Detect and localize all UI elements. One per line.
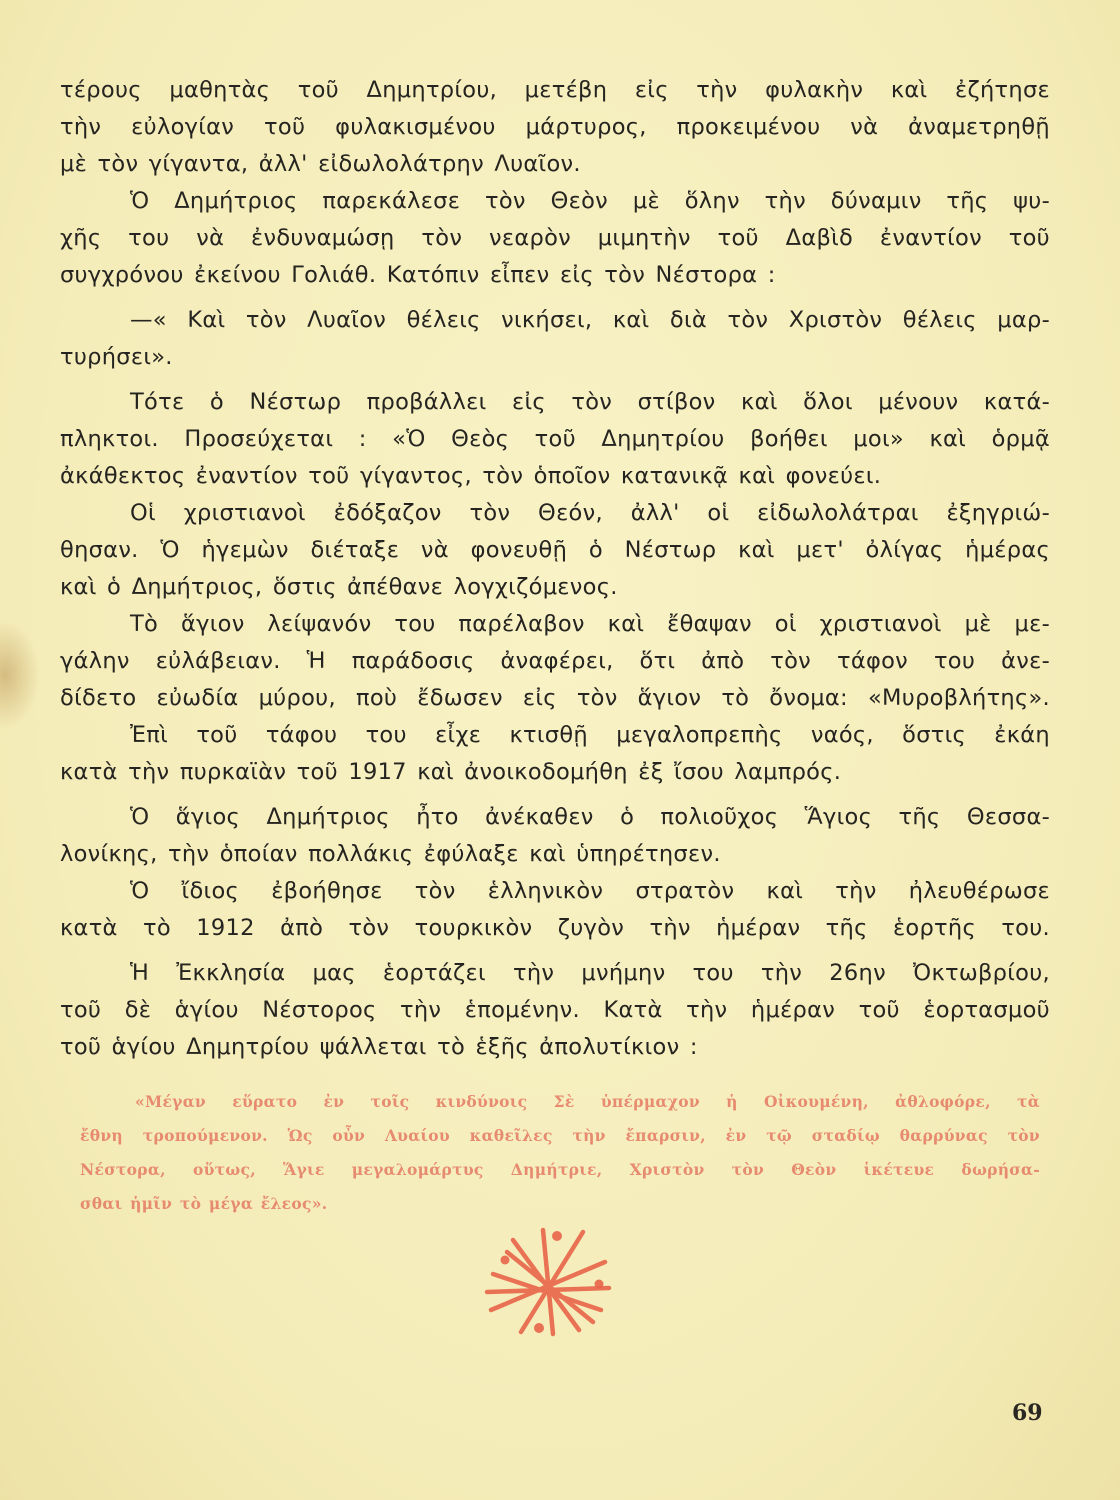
page-number: 69 — [1012, 1400, 1043, 1426]
apolytikion-hymn — [80, 1085, 1040, 1221]
text-line: δίδετο εὐωδία μύρου, ποὺ ἔδωσεν εἰς τὸν ἅγιον τὸ ὄνομα: «Μυροβλήτης». — [60, 685, 1050, 711]
text-line: Τότε ὁ Νέστωρ προβάλλει εἰς τὸν στίβον καὶ ὅλοι μένουν κατά- — [130, 389, 1050, 415]
text-line: κατὰ τὸ 1912 ἀπὸ τὸν τουρκικὸν ζυγὸν τὴν ἡμέραν τῆς ἑορτῆς του. — [60, 915, 1050, 941]
hymn-line: ἔθνη τροπούμενον. Ὡς οὖν Λυαίου καθεῖλες τὴν ἔπαρσιν, ἐν τῷ σταδίῳ θαρρύνας τὸν — [80, 1126, 1040, 1145]
text-line: συγχρόνου ἐκείνου Γολιάθ. Κατόπιν εἶπεν εἰς τὸν Νέστορα : — [60, 262, 776, 288]
text-line: μὲ τὸν γίγαντα, ἀλλ' εἰδωλολάτρην Λυαῖον. — [60, 151, 581, 177]
text-line: καὶ ὁ Δημήτριος, ὅστις ἀπέθανε λογχιζόμενος. — [60, 574, 618, 600]
text-line: τὴν εὐλογίαν τοῦ φυλακισμένου μάρτυρος, προκειμένου νὰ ἀναμετρηθῇ — [60, 114, 1050, 140]
text-line: λονίκης, τὴν ὁποίαν πολλάκις ἐφύλαξε καὶ ὑπηρέτησεν. — [60, 841, 721, 867]
text-line: τοῦ δὲ ἁγίου Νέστορος τὴν ἑπομένην. Κατὰ τὴν ἡμέραν τοῦ ἑορτασμοῦ — [60, 997, 1050, 1023]
text-line: πληκτοι. Προσεύχεται : «Ὁ Θεὸς τοῦ Δημητρίου βοήθει μοι» καὶ ὁρμᾷ — [60, 426, 1050, 452]
hymn-line: σθαι ἡμῖν τὸ μέγα ἔλεος». — [80, 1194, 328, 1213]
star-cross-ornament-icon — [483, 1222, 613, 1342]
text-line: Οἱ χριστιανοὶ ἐδόξαζον τὸν Θεόν, ἀλλ' οἱ εἰδωλολάτραι ἐξηγριώ- — [130, 500, 1050, 526]
text-line: ἀκάθεκτος ἐναντίον τοῦ γίγαντος, τὸν ὁποῖον κατανικᾷ καὶ φονεύει. — [60, 463, 882, 489]
text-line: τέρους μαθητὰς τοῦ Δημητρίου, μετέβη εἰς τὴν φυλακὴν καὶ ἐζήτησε — [60, 77, 1050, 103]
text-line: κατὰ τὴν πυρκαϊὰν τοῦ 1917 καὶ ἀνοικοδομήθη ἐξ ἴσου λαμπρός. — [60, 759, 842, 785]
text-line: Ἐπὶ τοῦ τάφου του εἶχε κτισθῇ μεγαλοπρεπὴς ναός, ὅστις ἐκάη — [130, 722, 1050, 748]
quote-line: —« Καὶ τὸν Λυαῖον θέλεις νικήσει, καὶ διὰ τὸν Χριστὸν θέλεις μαρ- — [130, 307, 1050, 333]
text-line: θησαν. Ὁ ἡγεμὼν διέταξε νὰ φονευθῇ ὁ Νέστωρ καὶ μετ' ὀλίγας ἡμέρας — [60, 537, 1050, 563]
text-line: Ὁ Δημήτριος παρεκάλεσε τὸν Θεὸν μὲ ὅλην τὴν δύναμιν τῆς ψυ- — [130, 188, 1050, 214]
text-line: Ὁ ἴδιος ἐβοήθησε τὸν ἑλληνικὸν στρατὸν καὶ τὴν ἠλευθέρωσε — [130, 878, 1050, 904]
main-text — [60, 72, 1050, 1066]
text-line: γάλην εὐλάβειαν. Ἡ παράδοσις ἀναφέρει, ὅτι ἀπὸ τὸν τάφον του ἀνε- — [60, 648, 1050, 674]
quote-line: τυρήσει». — [60, 344, 173, 370]
hymn-line: Νέστορα, οὕτως, Ἅγιε μεγαλομάρτυς Δημήτριε, Χριστὸν τὸν Θεὸν ἱκέτευε δωρήσα- — [80, 1160, 1040, 1179]
text-line: Ὁ ἅγιος Δημήτριος ἦτο ἀνέκαθεν ὁ πολιοῦχος Ἅγιος τῆς Θεσσα- — [130, 804, 1050, 830]
text-line: Ἡ Ἐκκλησία μας ἑορτάζει τὴν μνήμην του τὴν 26ην Ὀκτωβρίου, — [130, 960, 1050, 986]
text-line: χῆς του νὰ ἐνδυναμώσῃ τὸν νεαρὸν μιμητὴν τοῦ Δαβὶδ ἐναντίον τοῦ — [60, 225, 1050, 251]
text-line: τοῦ ἁγίου Δημητρίου ψάλλεται τὸ ἑξῆς ἀπολυτίκιον : — [60, 1034, 698, 1060]
page-stain — [0, 620, 40, 730]
text-line: Τὸ ἅγιον λείψανόν του παρέλαβον καὶ ἔθαψαν οἱ χριστιανοὶ μὲ με- — [130, 611, 1050, 637]
hymn-line: «Μέγαν εὕρατο ἐν τοῖς κινδύνοις Σὲ ὑπέρμαχον ἡ Οἰκουμένη, ἀθλοφόρε, τὰ — [135, 1092, 1040, 1111]
